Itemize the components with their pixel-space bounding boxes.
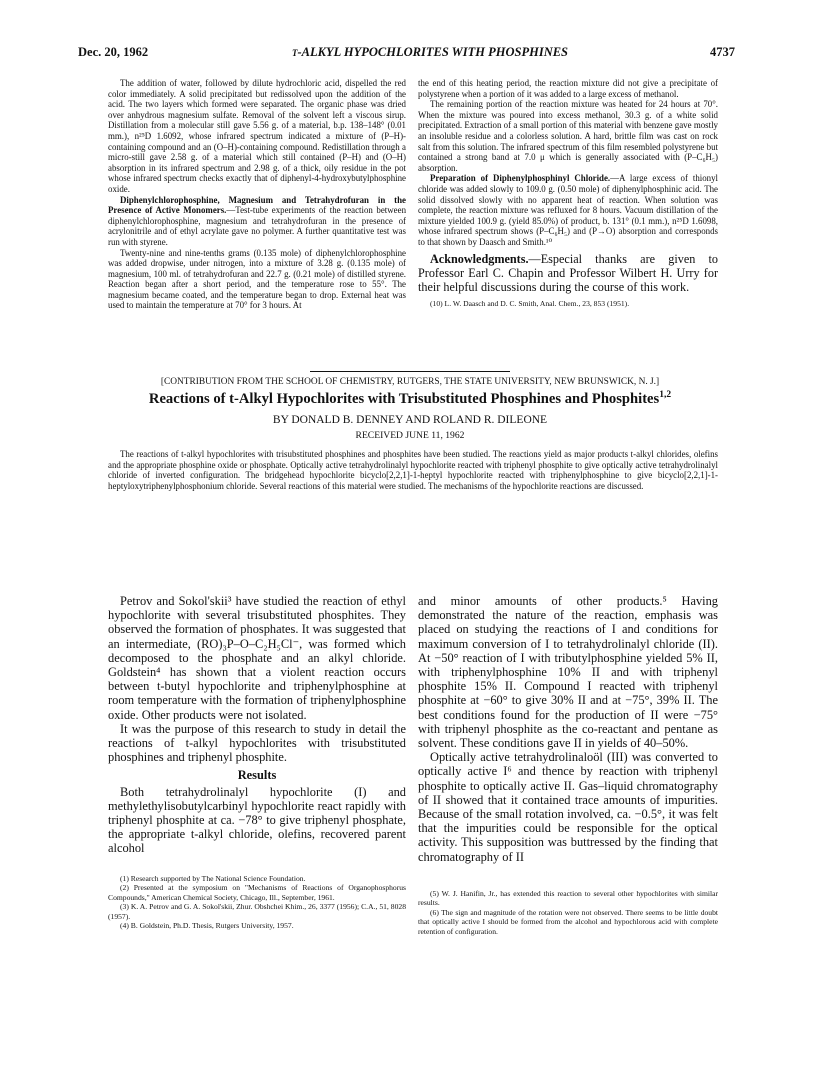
- footnote: (4) B. Goldstein, Ph.D. Thesis, Rutgers University, 1957.: [120, 921, 294, 931]
- paragraph: Petrov and Sokol'skii³ have studied the reaction of ethyl hypochlorite with several trisubstituted phosphites. They observed the formation of phosphates. It was suggested that an intermediate, (RO)₃P–O–C₂H₅Cl⁻, was formed which decomposed to the phosphate and an alkyl chloride. Goldstein⁴ has shown that a violent reaction occurs between t-butyl hypochlorite and triphenylphosphine at room temperature with the formation of triphenylphosphine oxide. Other products were not isolated.: [108, 594, 406, 722]
- running-title: t-ALKYL HYPOCHLORITES WITH PHOSPHINES: [292, 45, 569, 59]
- section-heading: Preparation of Diphenylphosphinyl Chloride.: [430, 173, 611, 184]
- paragraph: Diphenylchlorophosphine, Magnesium and Tetrahydrofuran in the Presence of Active Monomers.—Test-tube experiments of the reaction between diphenylchlorophosphine, magnesium and tetrahydrofuran in the presence of acrylonitrile and of ethyl acrylate gave no polymer. A further quantitative test was run with styrene.: [108, 194, 407, 247]
- paragraph: the end of this heating period, the reaction mixture did not give a precipitate of polystyrene when a portion of it was added to a large excess of methanol.: [418, 78, 718, 99]
- section-heading: Diphenylchlorophosphine, Magnesium and Tetrahydrofuran in the Presence of Active Monomers.: [108, 194, 406, 216]
- paragraph: The addition of water, followed by dilute hydrochloric acid, dispelled the red color immediately. A solid precipitated but redissolved upon the addition of the acid. The two layers which formed were separated. The organic phase was dried over anhydrous magnesium sulfate. Removal of the solvent left a viscous sirup. Distillation from a molecular still gave 5.56 g. of a material, b.p. 138–148° (0.01 mm.), n²⁵D 1.6092, whose infrared spectrum indicated a mixture of (P–H)-containing compound and an (O–H)-containing compound. Redistillation through a micro-still gave 2.58 g. of a material which still contained (P–H) and (O–H) absorption in its infrared spectrum and 2.98 g. of a thick, oily residue in the pot whose infrared spectrum checks exactly that of diphenyl-4-hydroxybutylphosphine oxide.: [108, 78, 406, 194]
- footnotes-right: [418, 889, 718, 936]
- footnote: (1) Research supported by The National Science Foundation.: [120, 874, 306, 883]
- paragraph: It was the purpose of this research to study in detail the reactions of t-alkyl hypochlorites with trisubstituted phosphines and triphenyl phosphite.: [108, 721, 406, 765]
- page-date: Dec. 20, 1962: [78, 45, 149, 59]
- footnote: (2) Presented at the symposium on "Mechanisms of Reactions of Organophosphorus Compounds," American Chemical Society, Chicago, Ill., September, 1961.: [108, 883, 406, 902]
- footnote: (10) L. W. Daasch and D. C. Smith, Anal. Chem., 23, 853 (1951).: [430, 298, 630, 308]
- article-title: Reactions of t-Alkyl Hypochlorites with Trisubstituted Phosphines and Phosphites$^{1,2}$: [148, 390, 672, 407]
- footnote: (5) W. J. Hanifin, Jr., has extended this reaction to several other hypochlorites with similar results.: [418, 889, 718, 908]
- paragraph: Optically active tetrahydrolinaloöl (III) was converted to optically active I⁶ and thence by reaction with triphenyl phosphite to optically active II. Gas–liquid chromatography of II showed that it contained trace amounts of impurities. Because of the small rotation involved, ca. −0.5°, it was felt that the impurities could be responsible for the optical activity. This supposition was buttressed by the finding that chromatography of II: [418, 750, 718, 864]
- authors: BY DONALD B. DENNEY AND ROLAND R. DILEONE: [272, 414, 548, 426]
- paragraph: Preparation of Diphenylphosphinyl Chloride.—A large excess of thionyl chloride was added slowly to 109.0 g. (0.50 mole) of diphenylphosphinic acid. The solid dissolved slowly with no apparent heat of reaction. When solution was complete, the reaction mixture was refluxed for 8 hours. Vacuum distillation of the mixture yielded 100.9 g. (yield 85.0%) of product, b. 131° (0.1 mm.), n²⁵D 1.6098, whose infrared spectrum shows (P–C₆H₅) and (P→O) absorption and corresponds to that shown by Daasch and Smith.¹⁰: [418, 173, 718, 247]
- paragraph: Both tetrahydrolinalyl hypochlorite (I) and methylethylisobutylcarbinyl hypochlorite react rapidly with triphenyl phosphite at ca. −78° to give triphenyl phosphate, the appropriate t-alkyl chloride, olefins, recovered parent alcohol: [108, 784, 406, 856]
- body-left-column: [108, 594, 406, 856]
- footnote: (6) The sign and magnitude of the rotation were not observed. There seems to be little doubt that optically active I should be formed from the alcohol and hypochlorous acid with complete retention of configuration.: [418, 907, 718, 936]
- top-left-column: [108, 78, 406, 311]
- footnote: (3) K. A. Petrov and G. A. Sokol'skii, Zhur. Obshchei Khim., 26, 3377 (1956); C.A., 51, 8028 (1957).: [108, 902, 406, 921]
- abstract: The reactions of t-alkyl hypochlorites with trisubstituted phosphines and phosphites have been studied. The reactions yield as major products t-alkyl chlorides, olefins and the appropriate phosphine oxide or phosphate. Optically active tetrahydrolinalyl hypochlorite reacted with triphenyl phosphite to give optically active tetrahydrolinalyl chloride of inverted configuration. The bridgehead hypochlorite bicyclo[2,2,1]-1-heptyl hypochlorite reacted with triphenylphosphine to give bicyclo[2,2,1]-1-heptyloxytriphenylphosphonium chloride. Several reactions of this material were studied. The mechanisms of the hypochlorite reactions are discussed.: [108, 449, 718, 491]
- top-right-column: [418, 78, 718, 308]
- footnotes-left: [108, 874, 406, 930]
- results-heading: Results: [237, 768, 277, 783]
- page-number: 4737: [710, 45, 735, 59]
- body-right-column: [418, 594, 718, 864]
- paragraph: The remaining portion of the reaction mixture was heated for 24 hours at 70°. When the mixture was poured into excess methanol, 30.3 g. of a white solid precipitated. Extraction of a small portion of this material with benzene gave mostly an insoluble residue and a colorless solution. A hard, brittle film was cast on rock salt from this solution. The infrared spectrum of this film resembled polystyrene but contained a strong band at 7.0 μ which is generally associated with (P–C₆H₅) absorption.: [418, 99, 718, 173]
- received-date: RECEIVED JUNE 11, 1962: [355, 430, 465, 441]
- paragraph: Twenty-nine and nine-tenths grams (0.135 mole) of diphenylchlorophosphine was added dropwise, under nitrogen, into a mixture of 3.28 g. (0.135 mole) of magnesium, 100 ml. of tetrahydrofuran and 22.7 g. (0.21 mole) of distilled styrene. Reaction began after a short period, and the temperature rose to 55°. The magnesium became coated, and the temperature began to drop. External heat was used to maintain the temperature at 70° for 3 hours. At: [108, 247, 406, 311]
- section-divider: [310, 371, 510, 372]
- paragraph: and minor amounts of other products.⁵ Having demonstrated the nature of the reaction, emphasis was placed on studying the reactions of I and conditions for maximum conversion of I to tetrahydrolinalyl chloride (II). At −50° reaction of I with tributylphosphine yielded 5% II, with triphenylphosphine 10% II and with triphenyl phosphite 15% II. Compound I reacted with triphenyl phosphite at −60° to give 30% II and at −75°, 39% II. The best conditions found for the production of II were −75° with triphenyl phosphite as the co-reactant and pentane as solvent. These conditions gave II in yields of 40–50%.: [418, 594, 718, 751]
- acknowledgments: Acknowledgments.—Especial thanks are given to Professor Earl C. Chapin and Professor Wilbert H. Urry for their helpful discussions during the course of this work.: [418, 251, 718, 294]
- contribution-line: [CONTRIBUTION FROM THE SCHOOL OF CHEMISTRY, RUTGERS, THE STATE UNIVERSITY, NEW BRUNSWICK, N. J.]: [160, 377, 660, 387]
